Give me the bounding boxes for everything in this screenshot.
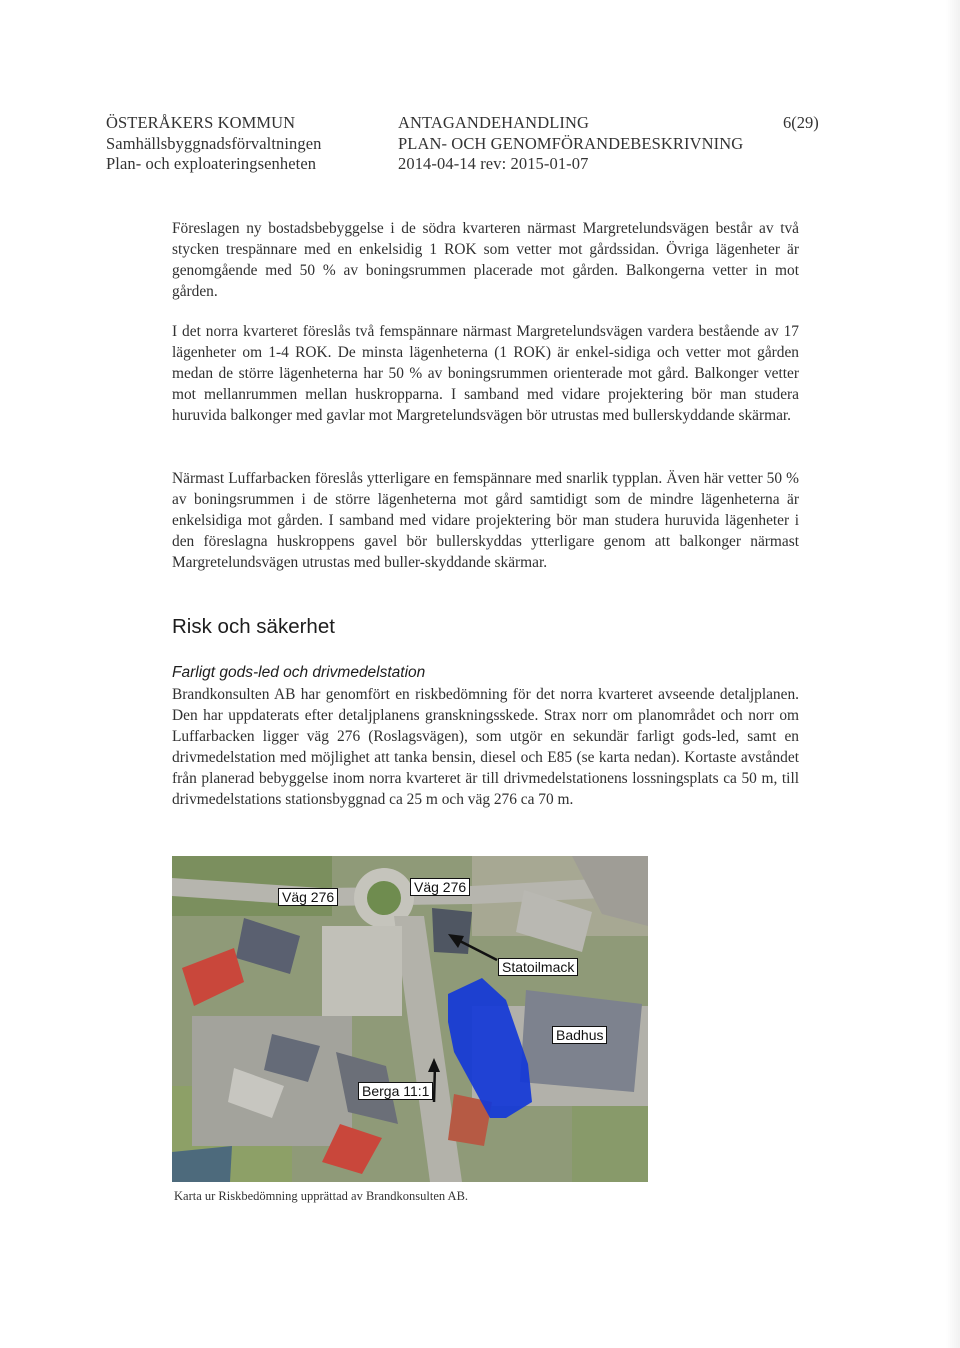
- header-doc-date: 2014-04-14 rev: 2015-01-07: [398, 154, 589, 173]
- header-doc-title: PLAN- OCH GENOMFÖRANDEBESKRIVNING: [398, 133, 744, 153]
- header-organization: [106, 113, 322, 175]
- header-document: [398, 113, 743, 175]
- paragraph-text: Brandkonsulten AB har genomfört en riskbedömning för det norra kvarteret avseende detaljplanen. Den har uppdaterats efter detaljplanens granskningsskede. Strax norr om planområdet och norr om Luffarbacken ligger väg 276 (Roslagsvägen), som utgör en sekundär farligt gods-led, samt en drivmedelstation med möjlighet att tanka bensin, diesel och E85 (se karta nedan). Kortaste avståndet från planerad bebyggelse inom norra kvarteret är till drivmedelstationens lossningsplats ca 50 m, till drivmedelstations stationsbyggnad ca 25 m och väg 276 ca 70 m.: [172, 686, 799, 808]
- paragraph-text: Föreslagen ny bostadsbebyggelse i de södra kvarteren närmast Margretelundsvägen består av två stycken trespännare med en enkelsidig 1 ROK som vetter mot gårdssidan. Övriga lägenheter är genomgående med 50 % av boningsrummen placerade mot gården. Balkongerna vetter in mot gården.: [172, 220, 799, 300]
- label-bath: Badhus: [552, 1026, 607, 1044]
- paragraph-1: [172, 218, 799, 302]
- label-station: Statoilmack: [498, 958, 578, 976]
- paragraph-text: I det norra kvarteret föreslås två femspännare närmast Margretelundsvägen vardera bestående av 17 lägenheter om 1-4 ROK. De minsta lägenheterna (1 ROK) är enkel-sidiga och vetter mot gården medan de större lägenheterna har 50 % av boningsrummen orienterade mot gård. Balkonger vetter mot mellanrummen mellan huskropparna. I samband med vidare projektering bör man studera huruvida balkonger med gavlar mot Margretelundsvägen bör utrustas med bullerskyddande skärmar.: [172, 323, 799, 424]
- paragraph-text: Närmast Luffarbacken föreslås ytterligare en femspännare med snarlik typplan. Även här vetter 50 % av boningsrummen i de större lägenheterna mot gård samtidigt som de mindre lägenheterna är enkelsidiga mot gården. I samband med vidare projektering bör man studera huruvida lägenheter i den föreslagna huskroppens gavel bör bullerskyddas ytterligare genom att balkonger närmast Margretelundsvägen utrustas med buller-skyddande skärmar.: [172, 470, 799, 571]
- paragraph-3: [172, 468, 799, 573]
- label-property: Berga 11:1: [358, 1082, 433, 1100]
- header-doc-type: ANTAGANDEHANDLING: [398, 113, 590, 132]
- aerial-photo: [172, 856, 648, 1182]
- subsection-heading: Farligt gods-led och drivmedelstation: [172, 664, 426, 681]
- map-caption: Karta ur Riskbedömning upprättad av Brandkonsulten AB.: [174, 1189, 469, 1203]
- label-road-left: Väg 276: [278, 888, 338, 906]
- header-org: ÖSTERÅKERS KOMMUN: [106, 113, 296, 132]
- page-number: 6(29): [783, 113, 819, 132]
- aerial-map: [172, 856, 648, 1182]
- paragraph-2: [172, 321, 799, 426]
- section-heading: Risk och säkerhet: [172, 615, 335, 638]
- header-unit: Plan- och exploateringsenheten: [106, 154, 317, 173]
- label-road-right: Väg 276: [410, 878, 470, 896]
- scan-edge: [946, 0, 960, 1348]
- paragraph-risk: [172, 684, 799, 810]
- header-dept: Samhällsbyggnadsförvaltningen: [106, 133, 322, 153]
